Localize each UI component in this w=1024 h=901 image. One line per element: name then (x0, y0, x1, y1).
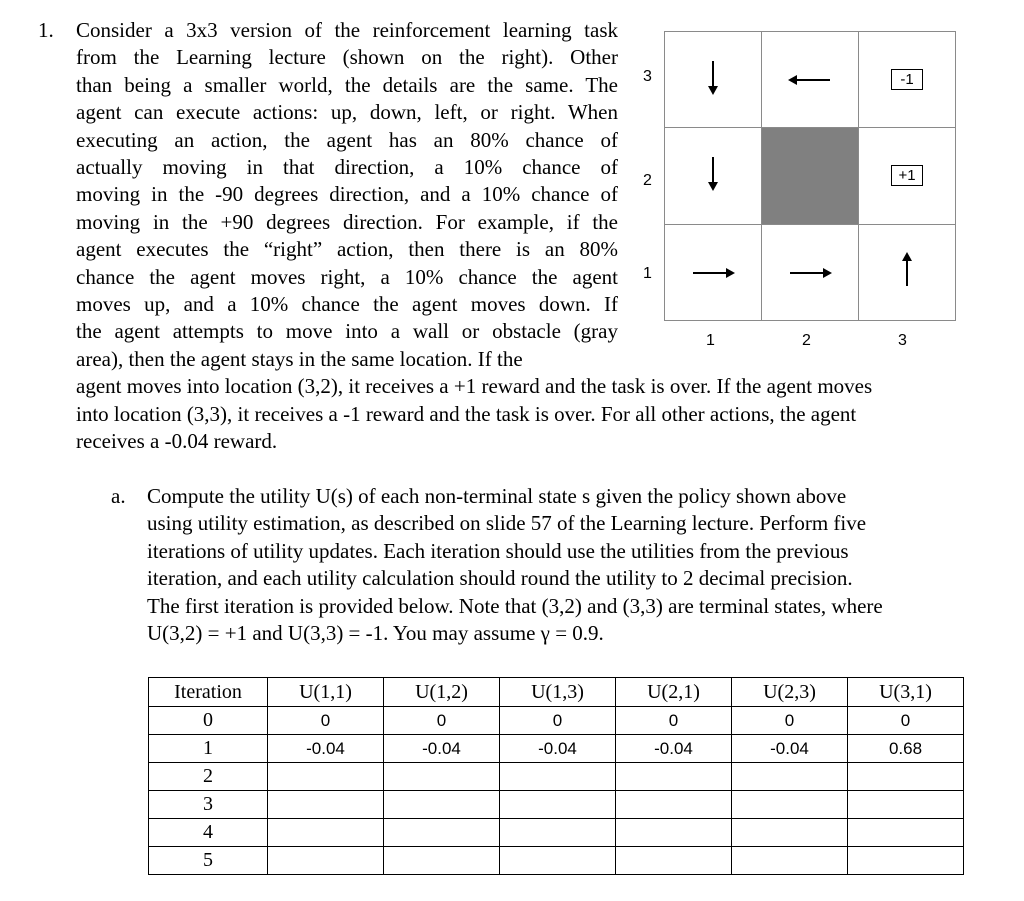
cell-3-3 (859, 32, 956, 128)
table-cell: -0.04 (500, 735, 616, 763)
table-row (149, 707, 964, 735)
row-label-2: 2 (643, 172, 652, 189)
intro-line: moving in the +90 degrees direction. For example, if the (76, 209, 618, 234)
part-a-line: iterations of utility updates. Each iteration should use the utilities from the previous (147, 538, 849, 563)
cell-3-2 (859, 128, 956, 224)
arrow-right-icon (693, 272, 733, 274)
table-cell: -0.04 (268, 735, 384, 763)
table-cell[interactable] (616, 791, 732, 819)
table-cell: -0.04 (384, 735, 500, 763)
table-cell[interactable] (848, 847, 964, 875)
header-iteration: Iteration (149, 678, 268, 707)
part-a-line: U(3,2) = +1 and U(3,3) = -1. You may assume γ = 0.9. (147, 621, 604, 646)
intro-line: agent executes the “right” action, then there is an 80% (76, 237, 618, 262)
arrow-down-icon (712, 157, 714, 189)
table-cell: 2 (149, 763, 268, 791)
table-cell[interactable] (732, 847, 848, 875)
grid-world (664, 31, 956, 321)
table-row (149, 819, 964, 847)
cell-2-3 (762, 32, 859, 128)
part-a-line: using utility estimation, as described on slide 57 of the Learning lecture. Perform five (147, 511, 867, 536)
arrow-up-icon (906, 254, 908, 286)
table-row (149, 847, 964, 875)
table-cell: 0 (384, 707, 500, 735)
table-cell[interactable] (616, 847, 732, 875)
header-u23: U(2,3) (732, 678, 848, 707)
intro-line: Consider a 3x3 version of the reinforcement learning task (76, 18, 618, 42)
row-label-1: 1 (643, 265, 652, 282)
table-cell[interactable] (616, 763, 732, 791)
header-u11: U(1,1) (268, 678, 384, 707)
question-continued (76, 346, 976, 456)
table-row (149, 735, 964, 763)
table-cell[interactable] (848, 819, 964, 847)
col-label-1: 1 (706, 332, 715, 349)
table-row (149, 763, 964, 791)
header-u12: U(1,2) (384, 678, 500, 707)
col-label-3: 3 (898, 332, 907, 349)
wide-line: area), then the agent stays in the same location. If the (76, 347, 523, 371)
table-cell: 1 (149, 735, 268, 763)
reward-positive: +1 (891, 165, 923, 186)
table-cell[interactable] (500, 791, 616, 819)
table-cell: 0 (616, 707, 732, 735)
part-a-line: iteration, and each utility calculation should round the utility to 2 decimal precision. (147, 566, 853, 591)
wide-line: agent moves into location (3,2), it receives a +1 reward and the task is over. If the agent moves (76, 374, 873, 399)
table-cell[interactable] (268, 791, 384, 819)
intro-line: moves up, and a 10% chance the agent moves down. If (76, 292, 618, 317)
cell-3-1 (859, 224, 956, 320)
table-cell[interactable] (848, 791, 964, 819)
table-cell: 0 (848, 707, 964, 735)
intro-line: agent can execute actions: up, down, left, or right. When (76, 100, 618, 125)
obstacle-cell (762, 128, 859, 224)
col-label-2: 2 (802, 332, 811, 349)
table-cell[interactable] (384, 819, 500, 847)
table-cell[interactable] (384, 791, 500, 819)
question-number: 1. (38, 18, 54, 42)
table-cell[interactable] (732, 791, 848, 819)
intro-line: than being a smaller world, the details are the same. The (76, 72, 618, 97)
cell-1-2 (665, 128, 762, 224)
table-cell[interactable] (268, 819, 384, 847)
intro-line: chance the agent moves right, a 10% chance the agent (76, 264, 618, 289)
question-intro (76, 17, 618, 346)
wide-line: into location (3,3), it receives a -1 reward and the task is over. For all other actions, the agent (76, 401, 857, 426)
table-cell[interactable] (732, 763, 848, 791)
table-cell[interactable] (384, 763, 500, 791)
table-cell[interactable] (500, 763, 616, 791)
arrow-down-icon (712, 61, 714, 93)
table-row (149, 791, 964, 819)
part-letter: a. (111, 484, 126, 508)
intro-line: the agent attempts to move into a wall or obstacle (gray (76, 319, 618, 344)
row-label-3: 3 (643, 68, 652, 85)
table-cell: 0 (149, 707, 268, 735)
cell-1-1 (665, 224, 762, 320)
table-cell[interactable] (500, 819, 616, 847)
table-cell: 0 (268, 707, 384, 735)
table-cell: 0 (732, 707, 848, 735)
header-u31: U(3,1) (848, 678, 964, 707)
intro-line: moving in the -90 degrees direction, and a 10% chance of (76, 182, 618, 207)
table-cell[interactable] (732, 819, 848, 847)
arrow-right-icon (790, 272, 830, 274)
table-cell[interactable] (616, 819, 732, 847)
table-cell[interactable] (848, 763, 964, 791)
table-cell[interactable] (384, 847, 500, 875)
intro-line: actually moving in that direction, a 10% chance of (76, 155, 618, 180)
table-cell: -0.04 (616, 735, 732, 763)
intro-line: executing an action, the agent has an 80% chance of (76, 127, 618, 152)
table-cell[interactable] (500, 847, 616, 875)
intro-line: from the Learning lecture (shown on the right). Other (76, 45, 618, 70)
part-a-line: Compute the utility U(s) of each non-terminal state s given the policy shown above (147, 484, 847, 508)
arrow-left-icon (790, 79, 830, 81)
table-cell: 3 (149, 791, 268, 819)
utility-table (148, 677, 964, 875)
table-cell[interactable] (268, 847, 384, 875)
header-u13: U(1,3) (500, 678, 616, 707)
table-cell: 0 (500, 707, 616, 735)
part-a-line: The first iteration is provided below. Note that (3,2) and (3,3) are terminal states, where (147, 593, 883, 618)
wide-line: receives a -0.04 reward. (76, 429, 278, 454)
cell-2-1 (762, 224, 859, 320)
table-cell[interactable] (268, 763, 384, 791)
table-cell: -0.04 (732, 735, 848, 763)
reward-negative: -1 (891, 69, 923, 90)
table-cell: 0.68 (848, 735, 964, 763)
table-header-row (149, 678, 964, 707)
part-a-text (147, 483, 971, 647)
table-cell: 5 (149, 847, 268, 875)
cell-1-3 (665, 32, 762, 128)
header-u21: U(2,1) (616, 678, 732, 707)
table-cell: 4 (149, 819, 268, 847)
